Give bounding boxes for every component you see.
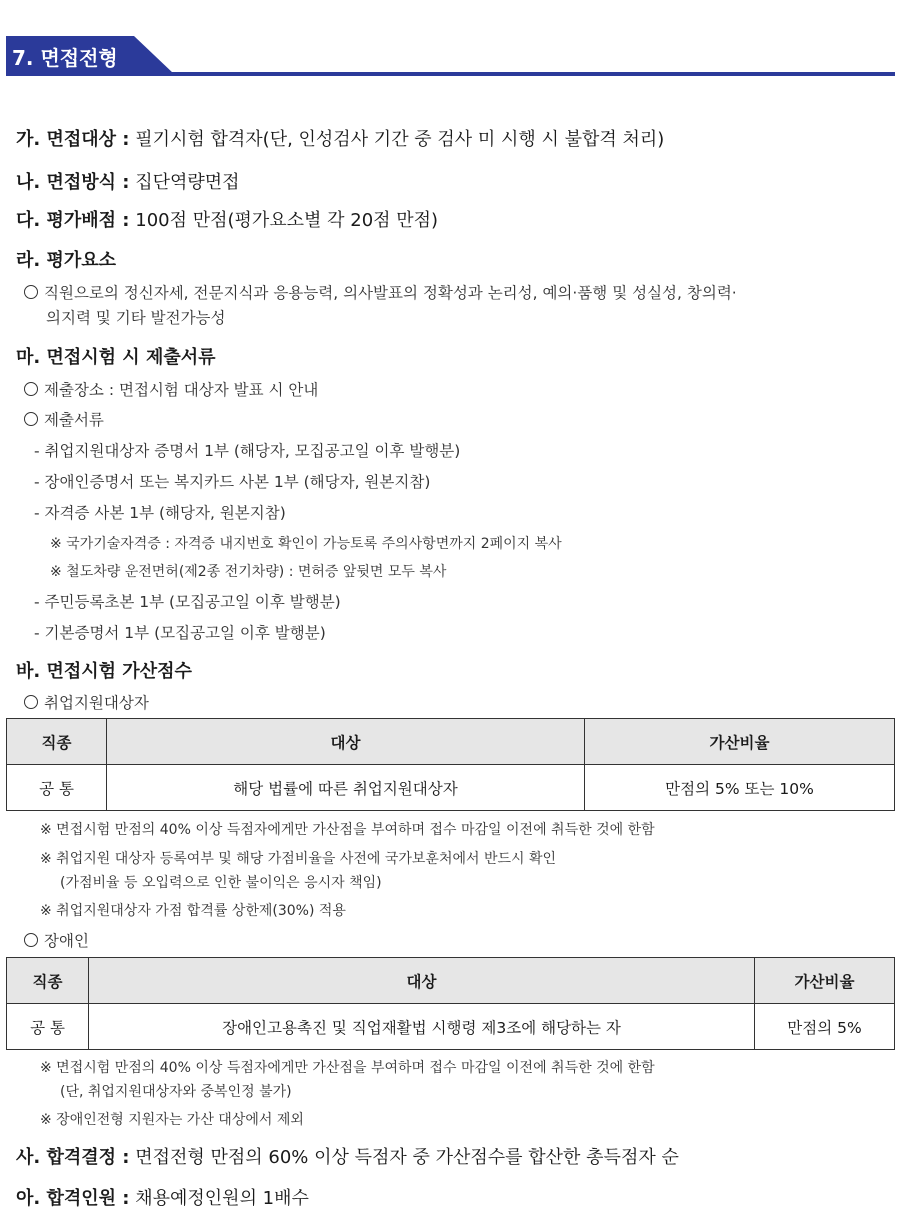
item-ra-label: 라. 평가요소 [16,250,117,271]
ba-disabled-title-text: 장애인 [44,932,89,950]
item-ba [16,657,192,683]
col-header-ratio: 가산비율 [755,958,895,1004]
veteran-note-3: ※ 취업지원대상자 가점 합격률 상한제(30%) 적용 [40,903,346,919]
cell-target: 장애인고용촉진 및 직업재활법 시행령 제3조에 해당하는 자 [89,1004,755,1050]
disabled-note-1b: (단, 취업지원대상자와 중복인정 불가) [60,1084,292,1100]
disabled-bonus-table [6,957,895,1050]
ma-docs-title-text: 제출서류 [44,411,104,429]
ma-doc-2: - 장애인증명서 또는 복지카드 사본 1부 (해당자, 원본지참) [34,473,431,491]
ma-note-2: ※ 철도차량 운전면허(제2종 전기차량) : 면허증 앞뒷면 모두 복사 [50,564,447,580]
item-na-label: 나. 면접방식 : [16,172,130,193]
col-header-job: 직종 [7,958,89,1004]
circle-bullet-icon [24,695,38,709]
ma-doc-3: - 자격증 사본 1부 (해당자, 원본지참) [34,504,286,522]
disabled-note-1: ※ 면접시험 만점의 40% 이상 득점자에게만 가산점을 부여하며 접수 마감일 이전에 취득한 것에 한함 [40,1060,655,1076]
item-na [16,168,240,194]
ba-veteran-title [24,691,149,713]
item-ga-text: 필기시험 합격자(단, 인성검사 기간 중 검사 미 시행 시 불합격 처리) [129,129,665,150]
table-row [7,1004,895,1050]
table-header-row [7,958,895,1004]
veteran-note-2b: (가점비율 등 오입력으로 인한 불이익은 응시자 책임) [60,875,382,891]
ma-note-1: ※ 국가기술자격증 : 자격증 내지번호 확인이 가능토록 주의사항면까지 2페이지 복사 [50,536,562,552]
section-header [0,36,900,78]
ma-place-text: 제출장소 : 면접시험 대상자 발표 시 안내 [44,381,319,399]
item-sa-text: 면접전형 만점의 60% 이상 득점자 중 가산점수를 합산한 총득점자 순 [129,1147,679,1168]
disabled-note-2: ※ 장애인전형 지원자는 가산 대상에서 제외 [40,1112,304,1128]
col-header-job: 직종 [7,719,107,765]
item-aa-label: 아. 합격인원 : [16,1188,130,1209]
cell-job: 공 통 [7,1004,89,1050]
item-na-text: 집단역량면접 [129,172,240,193]
ma-doc-4: - 주민등록초본 1부 (모집공고일 이후 발행분) [34,593,341,611]
item-ga-label: 가. 면접대상 : [16,129,130,150]
ma-doc-1: - 취업지원대상자 증명서 1부 (해당자, 모집공고일 이후 발행분) [34,442,461,460]
col-header-target: 대상 [89,958,755,1004]
item-ra [16,246,116,272]
cell-ratio: 만점의 5% 또는 10% [585,765,895,811]
item-sa-label: 사. 합격결정 : [16,1147,130,1168]
item-aa-text: 채용예정인원의 1배수 [129,1188,309,1209]
section-title: 7. 면접전형 [12,46,118,70]
item-ga [16,125,664,151]
item-da-label: 다. 평가배점 : [16,210,130,231]
circle-bullet-icon [24,933,38,947]
veteran-note-1: ※ 면접시험 만점의 40% 이상 득점자에게만 가산점을 부여하며 접수 마감일 이전에 취득한 것에 한함 [40,822,655,838]
ma-place [24,378,318,400]
ba-disabled-title [24,929,89,951]
ra-line2: 의지력 및 기타 발전가능성 [46,309,226,327]
circle-bullet-icon [24,382,38,396]
ma-doc-5: - 기본증명서 1부 (모집공고일 이후 발행분) [34,624,326,642]
ra-line1 [24,281,737,303]
circle-bullet-icon [24,285,38,299]
item-ma [16,343,216,369]
cell-target: 해당 법률에 따른 취업지원대상자 [107,765,585,811]
header-underline [6,72,895,76]
cell-ratio: 만점의 5% [755,1004,895,1050]
table-header-row [7,719,895,765]
ra-line1-text: 직원으로의 정신자세, 전문지식과 응용능력, 의사발표의 정확성과 논리성, 예의·품행 및 성실성, 창의력· [44,284,737,302]
veteran-bonus-table [6,718,895,811]
col-header-target: 대상 [107,719,585,765]
circle-bullet-icon [24,412,38,426]
cell-job: 공 통 [7,765,107,811]
item-da-text: 100점 만점(평가요소별 각 20점 만점) [129,210,439,231]
item-da [16,206,438,232]
ba-veteran-title-text: 취업지원대상자 [44,694,149,712]
item-ma-label: 마. 면접시험 시 제출서류 [16,347,216,368]
col-header-ratio: 가산비율 [585,719,895,765]
item-sa [16,1143,679,1169]
item-aa [16,1184,309,1210]
ma-docs-title [24,408,104,430]
table-row [7,765,895,811]
veteran-note-2: ※ 취업지원 대상자 등록여부 및 해당 가점비율을 사전에 국가보훈처에서 반드시 확인 [40,851,557,867]
item-ba-label: 바. 면접시험 가산점수 [16,661,192,682]
